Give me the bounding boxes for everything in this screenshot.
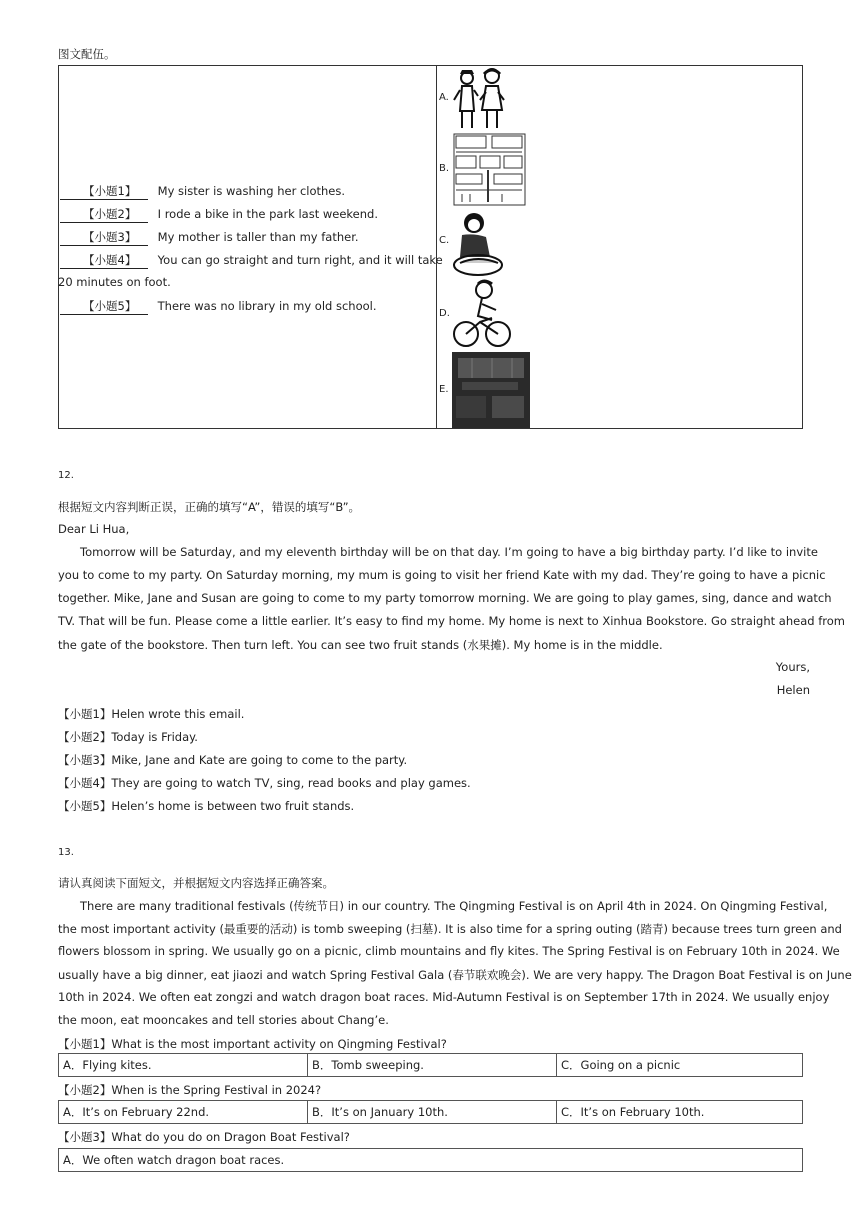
letter-line-2: you to come to my party. On Saturday morning, my mum is going to visit her friend Kate with my dad. They’re going to have a picnic <box>58 568 826 582</box>
instruction-11: 图文配伍。 <box>58 47 116 61</box>
answer-blank[interactable]: 【小题2】 <box>60 206 148 223</box>
passage-line-3: flowers blossom in spring. We usually go on a picnic, climb mountains and fly kites. The Spring Festival is on February 10th in 2024. We <box>58 944 840 958</box>
tf-question-5: 【小题5】Helen’s home is between two fruit stands. <box>58 799 355 813</box>
passage-line-6: the moon, eat mooncakes and tell stories about Chang’e. <box>58 1013 389 1027</box>
option-a[interactable]: A．Flying kites. <box>59 1054 308 1077</box>
letter-closing: Yours, <box>775 660 810 674</box>
letter-line-3: together. Mike, Jane and Susan are going to come to my party tomorrow morning. We are going to play games, sing, dance and watch <box>58 591 832 605</box>
answer-blank[interactable]: 【小题3】 <box>60 229 148 246</box>
answer-blank[interactable]: 【小题1】 <box>60 183 148 200</box>
letter-signature: Helen <box>776 683 810 697</box>
option-a[interactable]: A．We often watch dragon boat races. <box>59 1149 803 1172</box>
picture-dark-room <box>452 352 530 428</box>
option-e-label: E. <box>439 384 449 395</box>
picture-two-women <box>452 66 510 132</box>
matching-table <box>58 65 803 429</box>
match-item-2: 【小题2】 I rode a bike in the park last weekend. <box>60 206 378 223</box>
answer-blank[interactable]: 【小题5】 <box>60 298 148 315</box>
mc-question-1-stem: 【小题1】What is the most important activity on Qingming Festival? <box>58 1037 447 1051</box>
table-divider <box>436 65 437 429</box>
picture-boy-bike <box>452 278 512 350</box>
option-c[interactable]: C．Going on a picnic <box>557 1054 803 1077</box>
option-b[interactable]: B．Tomb sweeping. <box>308 1054 557 1077</box>
mc-question-2-options <box>58 1100 803 1124</box>
tf-question-3: 【小题3】Mike, Jane and Kate are going to come to the party. <box>58 753 408 767</box>
picture-girl-washing <box>452 207 507 277</box>
letter-line-5: the gate of the bookstore. Then turn left. You can see two fruit stands (水果摊). My home is in the middle. <box>58 638 663 652</box>
mc-question-1-options <box>58 1053 803 1077</box>
passage-line-4: usually have a big dinner, eat jiaozi and watch Spring Festival Gala (春节联欢晚会). We are very happy. The Dragon Boat Festival is on June <box>58 968 852 982</box>
option-c[interactable]: C．It’s on February 10th. <box>557 1101 803 1124</box>
mc-question-3-options <box>58 1148 803 1172</box>
answer-blank[interactable]: 【小题4】 <box>60 252 148 269</box>
tf-question-1: 【小题1】Helen wrote this email. <box>58 707 245 721</box>
instruction-13: 请认真阅读下面短文，并根据短文内容选择正确答案。 <box>58 876 334 890</box>
passage-line-5: 10th in 2024. We often eat zongzi and watch dragon boat races. Mid-Autumn Festival is on September 17th in 2024. We usually enjoy <box>58 990 830 1004</box>
letter-line-1: Tomorrow will be Saturday, and my eleventh birthday will be on that day. I’m going to have a big birthday party. I’d like to invite <box>80 545 818 559</box>
question-number-12: 12. <box>58 470 74 481</box>
letter-greeting: Dear Li Hua, <box>58 522 130 536</box>
option-b-label: B. <box>439 163 450 174</box>
option-c-label: C. <box>439 235 450 246</box>
match-item-1: 【小题1】 My sister is washing her clothes. <box>60 183 345 200</box>
letter-line-4: TV. That will be fun. Please come a little earlier. It’s easy to find my home. My home is next to Xinhua Bookstore. Go straight ahead from <box>58 614 845 628</box>
match-item-4-cont: 20 minutes on foot. <box>58 275 171 289</box>
mc-question-2-stem: 【小题2】When is the Spring Festival in 2024? <box>58 1083 322 1097</box>
match-item-3: 【小题3】 My mother is taller than my father. <box>60 229 359 246</box>
option-d-label: D. <box>439 308 450 319</box>
passage-line-1: There are many traditional festivals (传统节日) in our country. The Qingming Festival is on April 4th in 2024. On Qingming Festival, <box>80 899 828 913</box>
option-b[interactable]: B．It’s on January 10th. <box>308 1101 557 1124</box>
tf-question-4: 【小题4】They are going to watch TV, sing, read books and play games. <box>58 776 471 790</box>
instruction-12: 根据短文内容判断正误，正确的填写“A”，错误的填写“B”。 <box>58 500 361 514</box>
passage-line-2: the most important activity (最重要的活动) is tomb sweeping (扫墓). It is also time for a spring outing (踏青) because trees turn green and <box>58 922 842 936</box>
match-item-5: 【小题5】 There was no library in my old school. <box>60 298 377 315</box>
question-number-13: 13. <box>58 847 74 858</box>
option-a[interactable]: A．It’s on February 22nd. <box>59 1101 308 1124</box>
picture-street-map <box>452 132 527 207</box>
tf-question-2: 【小题2】Today is Friday. <box>58 730 198 744</box>
mc-question-3-stem: 【小题3】What do you do on Dragon Boat Festival? <box>58 1130 350 1144</box>
match-item-4: 【小题4】 You can go straight and turn right, and it will take <box>60 252 443 269</box>
option-a-label: A. <box>439 92 449 103</box>
